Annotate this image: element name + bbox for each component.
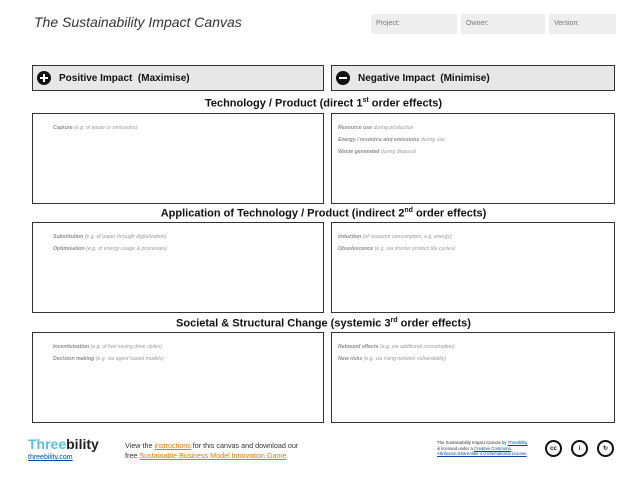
hint-energy-use: Energy / resource and emissions during use xyxy=(338,137,445,143)
plus-circle-icon xyxy=(37,71,51,85)
negative-impact-header xyxy=(331,65,615,91)
cc-icon: cc xyxy=(545,440,562,457)
creative-commons-link[interactable]: Creative Commons xyxy=(474,445,511,451)
sharealike-icon: ↻ xyxy=(597,440,614,457)
section-title-indirect: Application of Technology / Product (indirect 2nd order effects) xyxy=(160,207,487,220)
positive-impact-label: Positive Impact (Maximise) xyxy=(59,72,190,84)
owner-field[interactable] xyxy=(461,14,545,34)
hint-decision-making: Decision making (e.g. via agent based models) xyxy=(53,356,165,362)
panel-direct-positive[interactable] xyxy=(32,113,324,204)
section-title-systemic: Societal & Structural Change (systemic 3rd order effects) xyxy=(176,317,471,330)
panel-indirect-positive[interactable] xyxy=(32,222,324,313)
positive-impact-header xyxy=(32,65,324,91)
version-field[interactable] xyxy=(549,14,616,34)
license-name-link[interactable]: Attribution-ShareAlike 4.0 International License xyxy=(437,451,527,456)
hint-new-risks: New risks (e.g. via rising network vulnerability) xyxy=(338,356,447,362)
attribution-icon: i xyxy=(571,440,588,457)
game-link[interactable]: Sustainable Business Model Innovation Game xyxy=(139,451,287,460)
license-author-link[interactable]: Threebility xyxy=(507,440,528,445)
owner-label: Owner: xyxy=(466,20,489,27)
instructions-link[interactable]: instructions xyxy=(154,441,191,450)
minus-circle-icon xyxy=(336,71,350,85)
canvas-title: The Sustainability Impact Canvas xyxy=(34,14,242,30)
negative-impact-label: Negative Impact (Minimise) xyxy=(358,72,490,84)
hint-obsolescence: Obsolescence (e.g. via shorter product life cycles) xyxy=(338,246,456,252)
panel-systemic-negative[interactable] xyxy=(331,332,615,423)
panel-systemic-positive[interactable] xyxy=(32,332,324,423)
version-label: Version: xyxy=(554,20,580,27)
hint-rebound-effects: Rebound effects (e.g. via additional consumption) xyxy=(338,344,455,350)
panel-direct-negative[interactable] xyxy=(331,113,615,204)
project-field[interactable] xyxy=(371,14,457,34)
brand-logo: Threebility xyxy=(28,436,99,452)
panel-indirect-negative[interactable] xyxy=(331,222,615,313)
section-title-direct: Technology / Product (direct 1st order effects) xyxy=(204,97,443,110)
footer-instructions: View the instructions for this canvas and download our free Sustainable Business Model Innovation Game xyxy=(125,441,299,460)
project-label: Project: xyxy=(376,20,400,27)
hint-induction: Induction (of resource consumption, e.g. energy) xyxy=(338,234,452,240)
hint-incentivization: Incentivization (e.g. of fuel saving drive styles) xyxy=(53,344,162,350)
hint-waste: Waste generated during disposal xyxy=(338,149,416,155)
hint-substitution: Substitution (e.g. of paper through digitalization) xyxy=(53,234,167,240)
hint-optimisation: Optimisation (e.g. of energy usage & processes) xyxy=(53,246,167,252)
license-text: The Sustainability Impact Canvas by Threebility is licensed under a Creative Commons Attribution-ShareAlike 4.0 International License. xyxy=(437,440,528,456)
hint-resource-use: Resource use during production xyxy=(338,125,414,131)
hint-capture: Capture (e.g. of waste or emissions) xyxy=(53,125,138,131)
brand-url-link[interactable]: threebility.com xyxy=(28,454,73,461)
